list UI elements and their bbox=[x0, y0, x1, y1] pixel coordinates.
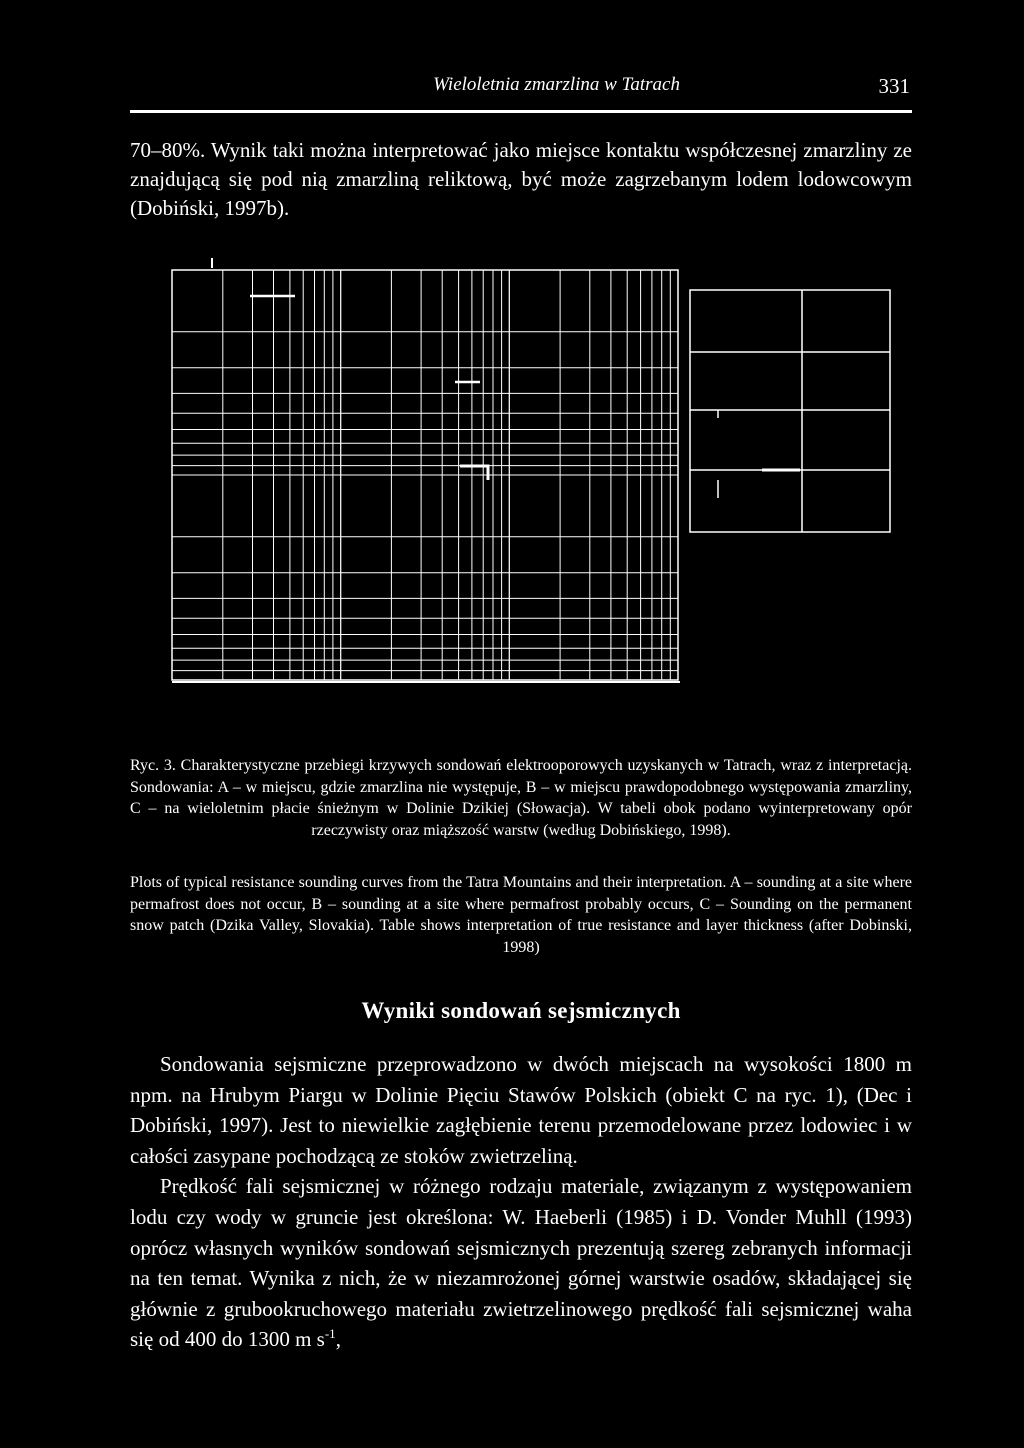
sounding-curves bbox=[250, 296, 488, 480]
figure-caption-english: Plots of typical resistance sounding curves from the Tatra Mountains and their interpretation. A – sounding at a site where permafrost does not occur, B – sounding at a site where permafrost probably occurs, C – Sounding on the permanent snow patch (Dzika Valley, Slovakia). Table shows interpretation of true resistance and layer thickness (after Dobinski, 1998) bbox=[130, 874, 912, 956]
interpretation-table bbox=[690, 290, 890, 532]
unit-superscript: -1 bbox=[324, 1326, 336, 1342]
section-heading: Wyniki sondowań sejsmicznych bbox=[361, 998, 681, 1023]
header-rule bbox=[130, 110, 912, 113]
log-log-grid bbox=[172, 258, 680, 682]
figure-caption-polish: Ryc. 3. Charakterystyczne przebiegi krzywych sondowań elektrooporowych uzyskanych w Tatrach, wraz z interpretacją. Sondowania: A – w miejscu, gdzie zmarzlina nie występuje, B – w miejscu prawdopodobnego występowania zmarzliny, C – na wieloletnim płacie śnieżnym w Dolinie Dzikiej (Słowacja). W tabeli obok podano wyinterpretowany opór rzeczywisty oraz miąższość warstw (według Dobińskiego, 1998). bbox=[130, 757, 912, 839]
curve-c bbox=[460, 466, 488, 480]
resistance-sounding-figure bbox=[170, 248, 892, 690]
body-text bbox=[130, 1049, 912, 1355]
body-paragraph bbox=[130, 1171, 912, 1355]
body-paragraph-text: Prędkość fali sejsmicznej w różnego rodzaju materiale, związanym z występowaniem lodu czy wody w gruncie jest określona: W. Haeberli (1985) i D. Vonder Muhll (1993) oprócz własnych wyników sondowań sejsmicznych prezentują szereg zebranych informacji na ten temat. Wynika z nich, że w niezamrożonej górnej warstwie osadów, składającej się głównie z grubookruchowego materiału zwietrzelinowego prędkość fali sejsmicznej waha się od 400 do 1300 m s bbox=[130, 1174, 912, 1352]
intro-paragraph: 70–80%. Wynik taki można interpretować jako miejsce kontaktu współczesnej zmarzliny ze znajdującą się pod nią zmarzliną reliktową, być może zagrzebanym lodem lodowcowym (Dobiński, 1997b). bbox=[130, 138, 912, 220]
page-number: 331 bbox=[878, 74, 910, 98]
body-paragraph-end: , bbox=[335, 1327, 341, 1352]
body-paragraph: Sondowania sejsmiczne przeprowadzono w dwóch miejscach na wysokości 1800 m npm. na Hrubym Piargu w Dolinie Pięciu Stawów Polskich (obiekt C na ryc. 1), (Dec i Dobiński, 1997). Jest to niewielkie zagłębienie terenu przemodelowane przez lodowiec i w całości zasypane pochodzącą ze stoków zwietrzeliną. bbox=[130, 1052, 912, 1168]
running-title: Wieloletnia zmarzlina w Tatrach bbox=[433, 74, 680, 95]
